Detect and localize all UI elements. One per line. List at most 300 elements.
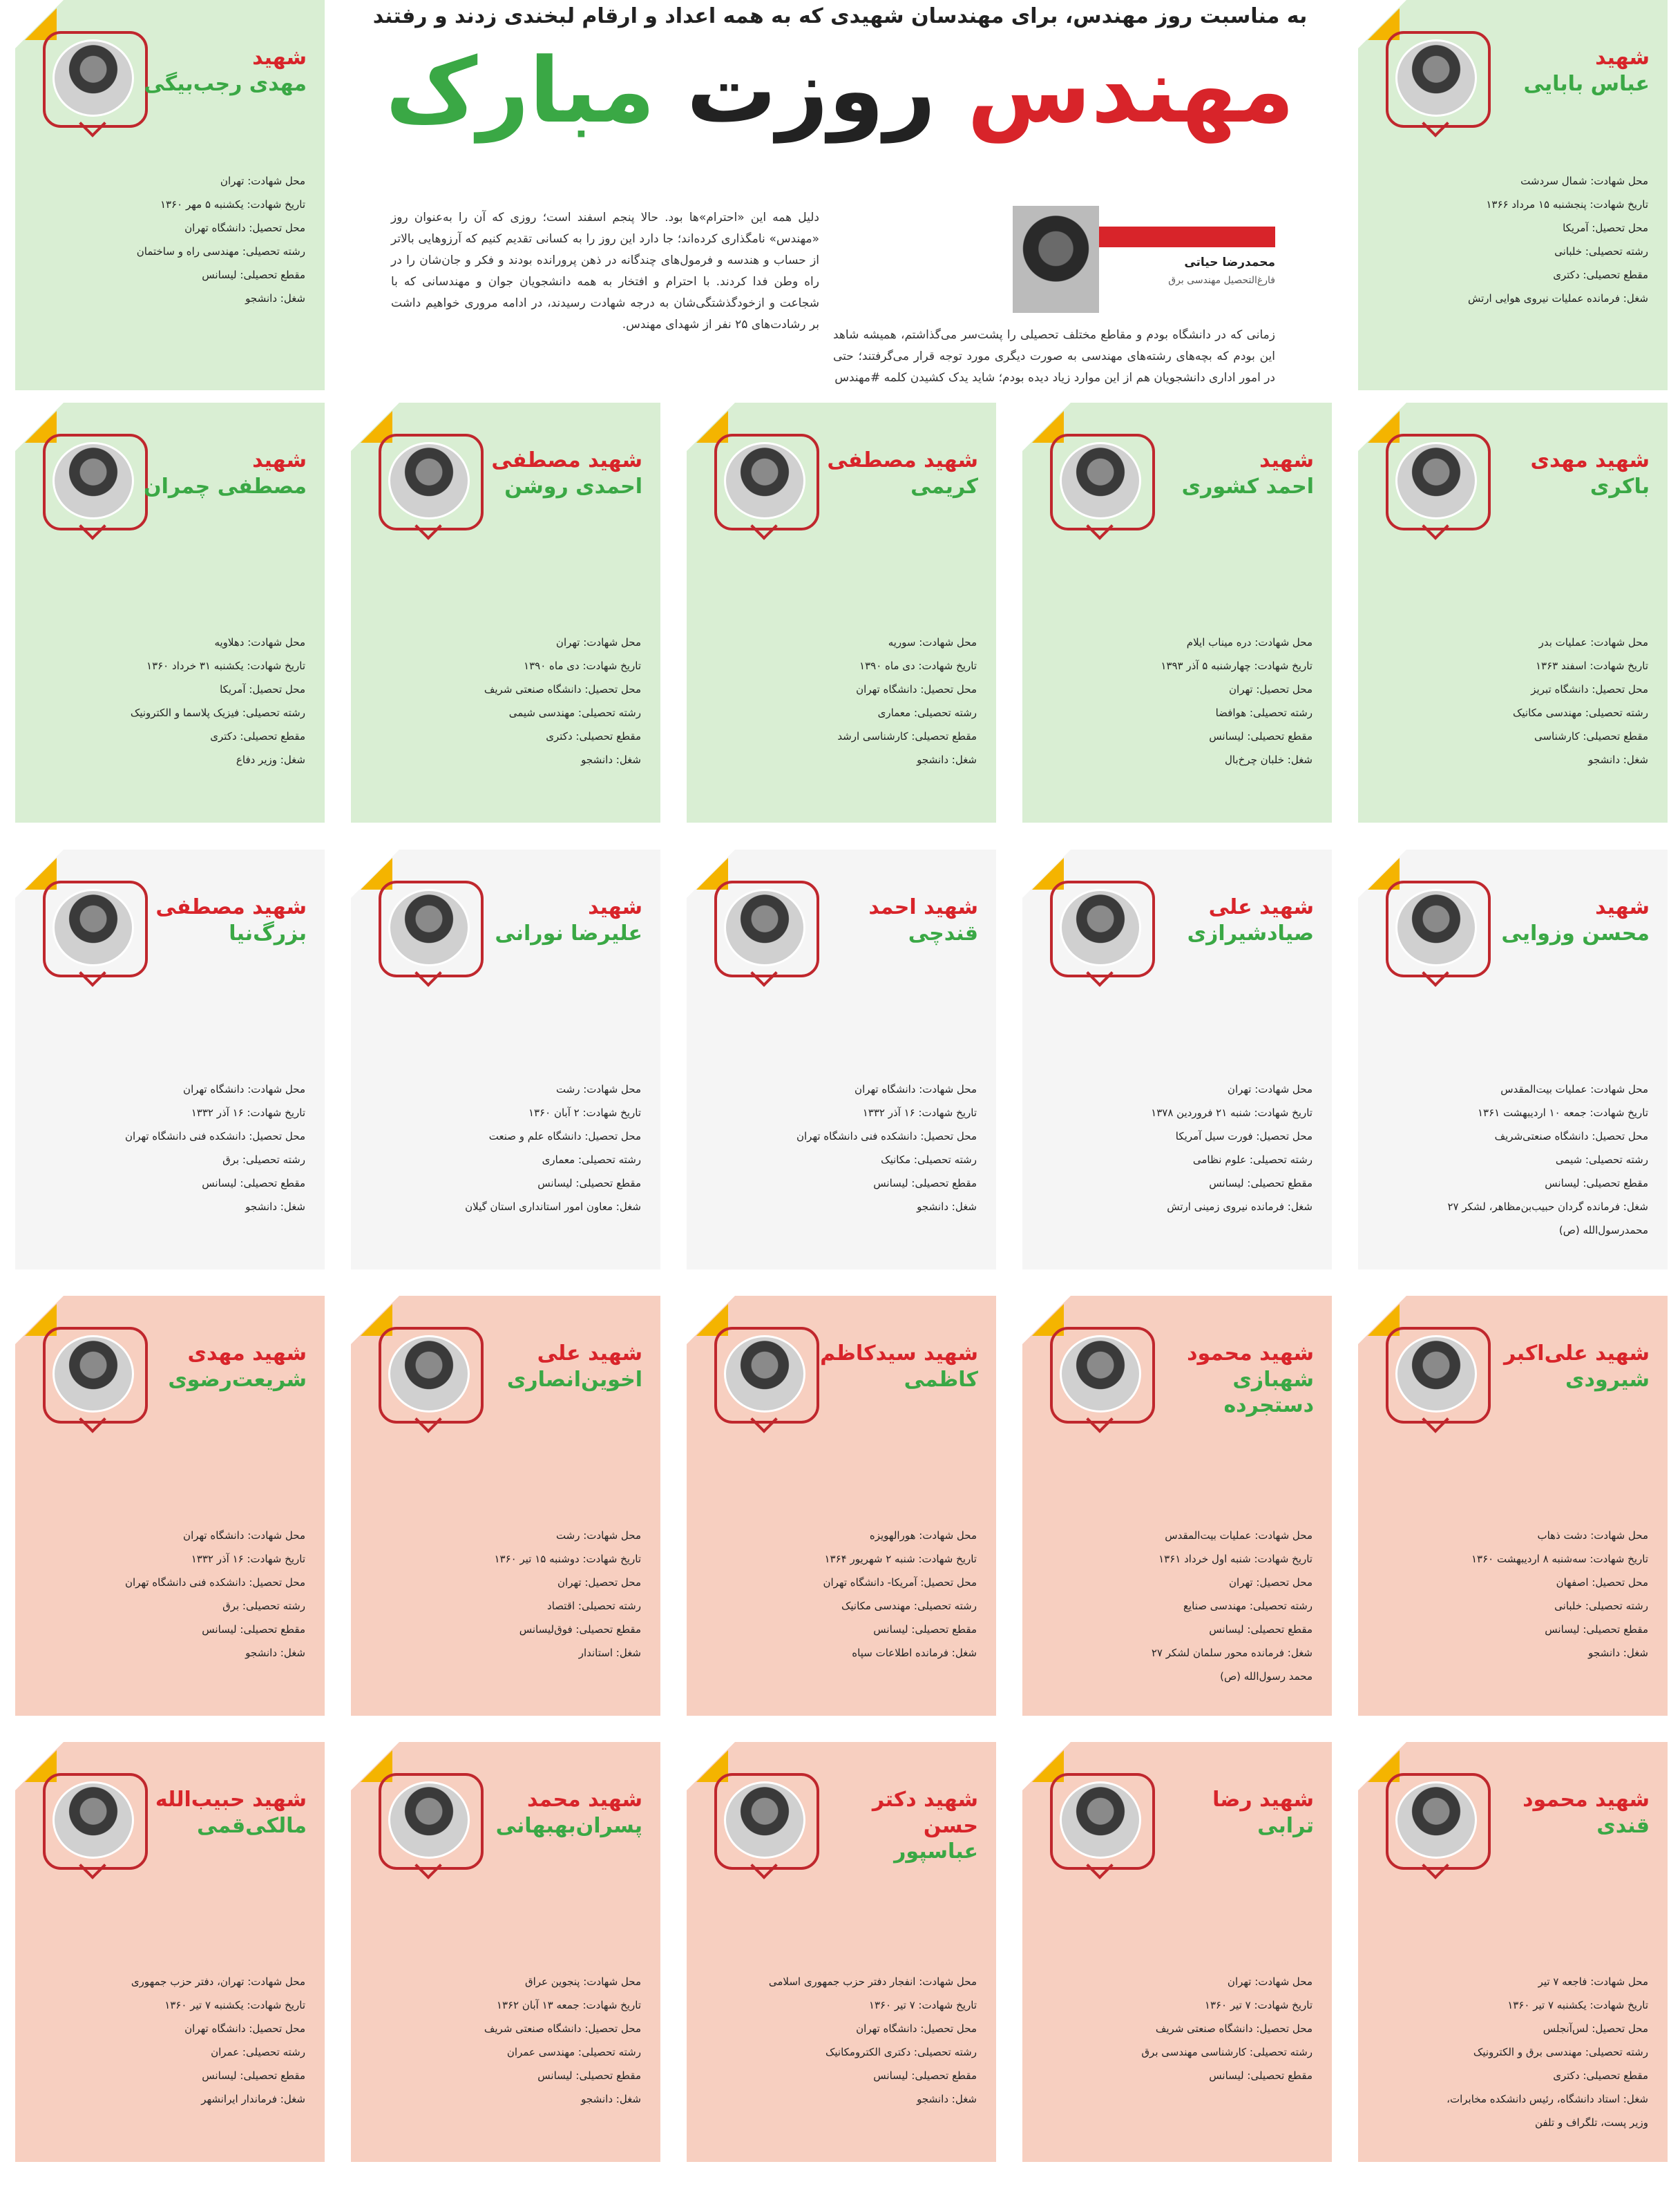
martyr-card	[15, 850, 325, 1270]
fact-line: محل تحصیل: اصفهان	[1556, 1576, 1648, 1589]
fact-line: تاریخ شهادت: یکشنبه ۷ تیر ۱۳۶۰	[164, 1999, 305, 2011]
fact-line: شغل: فرمانده اطلاعات سپاه	[852, 1647, 977, 1659]
fact-line: رشته تحصیلی: مهندسی عمران	[506, 2046, 641, 2058]
fact-line: شغل: دانشجو	[1588, 1647, 1648, 1659]
portrait-photo	[52, 442, 134, 519]
martyr-card	[1358, 850, 1668, 1270]
martyr-card	[351, 403, 660, 823]
fact-line: شغل: استاندار	[578, 1647, 641, 1659]
fact-line: محل تحصیل: دانشکده فنی دانشگاه تهران	[124, 1130, 305, 1142]
fact-line: مقطع تحصیلی: لیسانس	[202, 1177, 305, 1189]
fact-line: شغل: دانشجو	[581, 754, 641, 766]
fact-line: محل تحصیل: فورت سیل آمریکا	[1175, 1130, 1312, 1142]
fact-line: تاریخ شهادت: ۷ تیر ۱۳۶۰	[1204, 1999, 1312, 2011]
title-word-1: مهندس	[967, 38, 1295, 143]
portrait-frame	[43, 434, 146, 537]
martyr-facts	[484, 631, 641, 772]
fact-line: رشته تحصیلی: فیزیک پلاسما و الکترونیک	[130, 707, 305, 719]
martyr-card	[351, 1296, 660, 1716]
fact-line: تاریخ شهادت: دی ماه ۱۳۹۰	[859, 660, 977, 672]
fact-line: محل شهادت: دره میناب ایلام	[1186, 636, 1312, 649]
fact-line: محل شهادت: دانشگاه تهران	[855, 1083, 977, 1095]
fact-line: تاریخ شهادت: یکشنبه ۵ مهر ۱۳۶۰	[160, 198, 305, 211]
portrait-photo	[724, 1781, 805, 1859]
fact-line: مقطع تحصیلی: کارشناسی	[1534, 730, 1648, 743]
fact-line: تاریخ شهادت: شنبه ۲۱ فروردین ۱۳۷۸	[1151, 1107, 1312, 1119]
martyr-name	[1484, 45, 1650, 97]
martyr-last-name: صیادشیرازی	[1187, 921, 1314, 946]
fact-line: تاریخ شهادت: چهارشنبه ۵ آذر ۱۳۹۳	[1161, 660, 1312, 672]
martyr-name	[477, 894, 642, 946]
fact-line: تاریخ شهادت: ۲ آبان ۱۳۶۰	[528, 1107, 641, 1119]
fact-line: شغل: دانشجو	[245, 1647, 305, 1659]
martyr-name	[1484, 1341, 1650, 1392]
portrait-photo	[1395, 889, 1477, 966]
fact-line: تاریخ شهادت: شنبه اول خرداد ۱۳۶۱	[1158, 1553, 1312, 1565]
fact-line: محل شهادت: شمال سردشت	[1520, 175, 1648, 187]
fact-line: مقطع تحصیلی: لیسانس	[873, 1623, 977, 1636]
martyr-card	[1358, 1296, 1668, 1716]
portrait-photo	[724, 1335, 805, 1413]
fact-line: رشته تحصیلی: خلبانی	[1554, 1600, 1648, 1612]
portrait-photo	[724, 442, 805, 519]
martyr-title: شهید سیدکاظم	[820, 1341, 978, 1366]
martyr-last-name: علیرضا نورانی	[495, 921, 642, 946]
fact-line: مقطع تحصیلی: دکتری	[1553, 269, 1648, 281]
martyr-last-name: مالکی‌قمی	[196, 1813, 307, 1838]
portrait-photo	[388, 1335, 470, 1413]
martyr-first-name: عباس بابایی	[1523, 71, 1650, 96]
portrait-photo	[1395, 1781, 1477, 1859]
martyr-last-name: باکری	[1590, 474, 1650, 499]
fact-line: رشته تحصیلی: مهندسی مکانیک	[841, 1600, 977, 1612]
fact-line: شغل: فرماندار ایرانشهر	[201, 2093, 305, 2105]
fact-line: تاریخ شهادت: دی ماه ۱۳۹۰	[524, 660, 641, 672]
fact-line: تاریخ شهادت: سه‌شنبه ۸ اردیبهشت ۱۳۶۰	[1471, 1553, 1648, 1565]
fact-line: محل شهادت: رشت	[555, 1529, 641, 1542]
martyr-title: شهید محمود	[1522, 1788, 1650, 1812]
martyr-name	[477, 448, 642, 499]
fact-line: محل تحصیل: دانشگاه تهران	[856, 683, 977, 696]
martyr-title: شهید مصطفی	[491, 448, 642, 472]
fact-line: شغل: فرمانده محور سلمان لشکر ۲۷	[1151, 1647, 1312, 1659]
fact-line: تاریخ شهادت: ۷ تیر ۱۳۶۰	[868, 1999, 977, 2011]
fact-line: رشته تحصیلی: کارشناسی مهندسی برق	[1141, 2046, 1312, 2058]
fact-line: محل تحصیل: آمریکا	[220, 683, 305, 696]
martyr-facts	[1468, 169, 1648, 310]
martyr-facts	[494, 1524, 641, 1665]
martyr-card	[351, 1742, 660, 2162]
fact-line: شغل: فرمانده گردان حبیب‌بن‌مظاهر، لشکر ۲۷	[1447, 1200, 1648, 1213]
fact-line: محل شهادت: انفجار دفتر حزب جمهوری اسلامی	[768, 1975, 977, 1988]
fact-line: رشته تحصیلی: معماری	[877, 707, 977, 719]
martyr-name	[141, 894, 307, 946]
martyr-card	[687, 1742, 996, 2162]
fact-line: محل شهادت: تهران	[220, 175, 305, 187]
portrait-frame	[714, 1773, 818, 1877]
fact-line: محل تحصیل: دانشگاه علم و صنعت	[488, 1130, 641, 1142]
portrait-photo	[388, 889, 470, 966]
fact-line: محمد رسول‌الله (ص)	[1220, 1670, 1312, 1683]
fact-line: رشته تحصیلی: معماری	[542, 1153, 641, 1166]
martyr-title: شهید مهدی	[187, 1341, 307, 1366]
fact-line: وزیر پست، تلگراف و تلفن	[1535, 2116, 1648, 2129]
martyr-facts	[1447, 1970, 1648, 2134]
fact-line: رشته تحصیلی: برق	[222, 1600, 305, 1612]
portrait-frame	[1386, 434, 1489, 537]
martyr-last-name: پسران‌بهبهانی	[495, 1813, 642, 1838]
portrait-frame	[1386, 881, 1489, 984]
fact-line: محل تحصیل: دانشکده فنی دانشگاه تهران	[796, 1130, 977, 1142]
portrait-photo	[52, 1335, 134, 1413]
martyr-facts	[837, 631, 977, 772]
fact-line: تاریخ شهادت: اسفند ۱۳۶۳	[1535, 660, 1648, 672]
martyr-facts	[1161, 631, 1312, 772]
fact-line: شغل: وزیر دفاع	[236, 754, 305, 766]
portrait-frame	[714, 1327, 818, 1430]
martyr-title: شهید	[588, 895, 642, 919]
fact-line: رشته تحصیلی: مهندسی شیمی	[508, 707, 641, 719]
fact-line: تاریخ شهادت: ۱۶ آذر ۱۳۳۲	[191, 1553, 305, 1565]
fact-line: محل شهادت: دشت ذهاب	[1537, 1529, 1648, 1542]
martyr-card	[1022, 1296, 1332, 1716]
author-role: فارغ‌التحصیل مهندسی برق	[1168, 275, 1275, 286]
fact-line: مقطع تحصیلی: لیسانس	[1545, 1177, 1648, 1189]
fact-line: محل تحصیل: دانشکده فنی دانشگاه تهران	[124, 1576, 305, 1589]
martyr-name	[1484, 894, 1650, 946]
fact-line: مقطع تحصیلی: لیسانس	[1545, 1623, 1648, 1636]
fact-line: مقطع تحصیلی: لیسانس	[1209, 2069, 1312, 2082]
martyr-facts	[131, 1970, 305, 2111]
portrait-frame	[43, 1773, 146, 1877]
fact-line: محل تحصیل: لس‌آنجلس	[1543, 2022, 1648, 2035]
portrait-frame	[1050, 1773, 1154, 1877]
fact-line: شغل: فرمانده نیروی زمینی ارتش	[1167, 1200, 1312, 1213]
fact-line: مقطع تحصیلی: لیسانس	[1209, 1623, 1312, 1636]
martyr-name	[1148, 448, 1314, 499]
fact-line: تاریخ شهادت: یکشنبه ۷ تیر ۱۳۶۰	[1507, 1999, 1648, 2011]
martyr-title: شهید مهدی	[1530, 448, 1650, 472]
title-word-2: روزت	[686, 38, 936, 143]
portrait-frame	[714, 434, 818, 537]
fact-line: شغل: دانشجو	[917, 1200, 977, 1213]
fact-line: رشته تحصیلی: اقتصاد	[547, 1600, 641, 1612]
martyr-last-name: مصطفی چمران	[143, 474, 307, 499]
martyr-card	[1022, 403, 1332, 823]
martyr-facts	[823, 1524, 977, 1665]
fact-line: محل تحصیل: دانشگاه تبریز	[1531, 683, 1648, 696]
martyr-name	[812, 1341, 978, 1392]
martyr-last-name: قندی	[1596, 1813, 1650, 1838]
fact-line: رشته تحصیلی: برق	[222, 1153, 305, 1166]
portrait-photo	[52, 39, 134, 117]
martyr-facts	[131, 631, 305, 772]
fact-line: رشته تحصیلی: شیمی	[1555, 1153, 1648, 1166]
martyr-facts	[125, 1078, 305, 1218]
martyr-title: شهید علی‌اکبر	[1503, 1341, 1650, 1366]
martyr-title: شهید محمد	[527, 1788, 642, 1812]
martyr-facts	[484, 1970, 641, 2111]
fact-line: شغل: معاون امور استانداری استان گیلان	[465, 1200, 641, 1213]
fact-line: شغل: فرمانده عملیات نیروی هوایی ارتش	[1468, 292, 1648, 305]
fact-line: محل شهادت: فاجعه ۷ تیر	[1538, 1975, 1648, 1988]
fact-line: محل شهادت: پنجوین عراق	[524, 1975, 641, 1988]
author-name: محمدرضا حیاتی	[1184, 256, 1275, 269]
martyr-last-name: احمد کشوری	[1181, 474, 1314, 499]
fact-line: رشته تحصیلی: خلبانی	[1554, 245, 1648, 258]
martyr-last-name: کاظمی	[904, 1367, 978, 1392]
fact-line: محل تحصیل: دانشگاه تهران	[856, 2022, 977, 2035]
martyr-last-name: ترابی	[1257, 1813, 1314, 1838]
fact-line: محل تحصیل: تهران	[1229, 1576, 1312, 1589]
fact-line: محل شهادت: عملیات بیت‌المقدس	[1165, 1529, 1312, 1542]
fact-line: رشته تحصیلی: علوم نظامی	[1192, 1153, 1312, 1166]
fact-line: محل تحصیل: تهران	[1229, 683, 1312, 696]
martyr-card	[687, 850, 996, 1270]
fact-line: مقطع تحصیلی: لیسانس	[202, 1623, 305, 1636]
martyr-facts	[125, 1524, 305, 1665]
portrait-frame	[1050, 1327, 1154, 1430]
fact-line: شغل: دانشجو	[245, 292, 305, 305]
martyr-facts	[769, 1970, 977, 2111]
portrait-photo	[1060, 889, 1141, 966]
fact-line: شغل: دانشجو	[1588, 754, 1648, 766]
martyr-card	[15, 1296, 325, 1716]
martyr-title: شهید	[1595, 46, 1650, 70]
martyr-last-name: احمدی روشن	[504, 474, 642, 499]
fact-line: محل شهادت: تهران	[1227, 1083, 1312, 1095]
martyr-title: شهید محمود	[1187, 1341, 1314, 1366]
header	[336, 0, 1344, 387]
fact-line: مقطع تحصیلی: دکتری	[546, 730, 641, 743]
portrait-frame	[1386, 1773, 1489, 1877]
fact-line: شغل: دانشجو	[917, 2093, 977, 2105]
martyr-facts	[137, 169, 305, 310]
martyr-first-name: مهدی رجب‌بیگی	[144, 71, 307, 96]
fact-line: تاریخ شهادت: جمعه ۱۳ آبان ۱۳۶۲	[496, 1999, 641, 2011]
martyr-name	[812, 448, 978, 499]
martyr-name	[812, 894, 978, 946]
martyr-card	[1022, 1742, 1332, 2162]
author-box	[1013, 206, 1275, 323]
martyr-name	[141, 1787, 307, 1839]
portrait-frame	[1386, 1327, 1489, 1430]
martyr-name	[1484, 448, 1650, 499]
portrait-photo	[1060, 442, 1141, 519]
martyr-title: شهید مصطفی	[827, 448, 978, 472]
portrait-frame	[43, 1327, 146, 1430]
martyr-last-name: عباسپور	[894, 1839, 978, 1864]
portrait-photo	[1060, 1781, 1141, 1859]
martyr-name	[477, 1341, 642, 1392]
martyr-card	[1022, 850, 1332, 1270]
martyr-title: شهید	[252, 46, 307, 70]
fact-line: محل شهادت: عملیات بدر	[1538, 636, 1648, 649]
martyr-facts	[1471, 1524, 1648, 1665]
martyr-facts	[465, 1078, 641, 1218]
martyr-facts	[1513, 631, 1648, 772]
martyr-title: شهید	[252, 448, 307, 472]
martyr-last-name: بزرگ‌نیا	[229, 921, 307, 946]
portrait-photo	[1395, 39, 1477, 117]
martyr-card	[1358, 1742, 1668, 2162]
fact-line: تاریخ شهادت: جمعه ۱۰ اردیبهشت ۱۳۶۱	[1478, 1107, 1648, 1119]
fact-line: محل شهادت: رشت	[555, 1083, 641, 1095]
portrait-frame	[379, 434, 482, 537]
portrait-photo	[1395, 1335, 1477, 1413]
fact-line: شغل: خلبان چرخ‌بال	[1225, 754, 1312, 766]
portrait-photo	[52, 889, 134, 966]
portrait-photo	[1060, 1335, 1141, 1413]
fact-line: محل تحصیل: دانشگاه صنعتی شریف	[484, 683, 641, 696]
fact-line: محل شهادت: تهران	[555, 636, 641, 649]
author-bar	[1099, 227, 1275, 247]
fact-line: شغل: دانشجو	[245, 1200, 305, 1213]
martyr-name	[1484, 1787, 1650, 1839]
martyr-title: شهید علی	[1208, 895, 1314, 919]
portrait-photo	[388, 1781, 470, 1859]
martyr-card	[687, 1296, 996, 1716]
martyr-facts	[796, 1078, 977, 1218]
martyr-facts	[1447, 1078, 1648, 1242]
intro-column-1: زمانی که در دانشگاه بودم و مقاطع مختلف تحصیلی را پشت‌سر می‌گذاشتم، همیشه شاهد این بودم که بچه‌های رشته‌های مهندسی به صورت دیگری مورد توجه قرار می‌گرفتند؛ حتی در امور اداری دانشجویان هم از این موارد زیاد دیده بودم؛ شاید یدک کشیدن کلمه #مهندس	[833, 328, 1275, 385]
fact-line: محل شهادت: عملیات بیت‌المقدس	[1500, 1083, 1648, 1095]
portrait-photo	[52, 1781, 134, 1859]
fact-line: مقطع تحصیلی: لیسانس	[202, 2069, 305, 2082]
fact-line: رشته تحصیلی: هوافضا	[1215, 707, 1312, 719]
fact-line: رشته تحصیلی: مهندسی مکانیک	[1512, 707, 1648, 719]
fact-line: مقطع تحصیلی: لیسانس	[1209, 730, 1312, 743]
fact-line: محل تحصیل: دانشگاه تهران	[184, 2022, 305, 2035]
portrait-frame	[379, 881, 482, 984]
martyr-card	[15, 0, 325, 390]
portrait-frame	[43, 31, 146, 135]
fact-line: مقطع تحصیلی: لیسانس	[873, 1177, 977, 1189]
fact-line: رشته تحصیلی: مهندسی صنایع	[1183, 1600, 1312, 1612]
martyr-last-name: شیرودی	[1565, 1367, 1650, 1392]
fact-line: محل شهادت: هورالهویزه	[869, 1529, 977, 1542]
fact-line: مقطع تحصیلی: لیسانس	[873, 2069, 977, 2082]
fact-line: محل تحصیل: دانشگاه صنعتی شریف	[1155, 2022, 1312, 2035]
main-title	[336, 38, 1344, 143]
fact-line: محل تحصیل: دانشگاه صنعتی شریف	[484, 2022, 641, 2035]
fact-line: مقطع تحصیلی: لیسانس	[537, 2069, 641, 2082]
fact-line: تاریخ شهادت: ۱۶ آذر ۱۳۳۲	[191, 1107, 305, 1119]
portrait-photo	[1395, 442, 1477, 519]
fact-line: محل شهادت: دانشگاه تهران	[183, 1083, 305, 1095]
martyr-title: شهید	[1259, 448, 1314, 472]
martyr-facts	[1152, 1524, 1312, 1688]
fact-line: شغل: استاد دانشگاه، رئیس دانشکده مخابرات،	[1447, 2093, 1648, 2105]
portrait-frame	[379, 1327, 482, 1430]
martyr-card	[351, 850, 660, 1270]
martyr-name	[141, 448, 307, 499]
fact-line: محل شهادت: تهران، دفتر حزب جمهوری	[131, 1975, 305, 1988]
martyr-name	[812, 1787, 978, 1865]
fact-line: محل شهادت: تهران	[1227, 1975, 1312, 1988]
martyr-title: شهید علی	[537, 1341, 642, 1366]
fact-line: رشته تحصیلی: مهندسی راه و ساختمان	[136, 245, 305, 258]
martyr-last-name: محسن وزوایی	[1501, 921, 1650, 946]
martyr-facts	[1151, 1078, 1312, 1218]
portrait-frame	[1386, 31, 1489, 135]
martyr-name	[1148, 1341, 1314, 1419]
martyr-last-name: شریعت‌رضوی	[168, 1367, 307, 1392]
martyr-last-name: شهبازی دستجرده	[1223, 1367, 1314, 1417]
fact-line: محل تحصیل: تهران	[557, 1576, 641, 1589]
martyr-last-name: قندچی	[908, 921, 978, 946]
fact-line: شغل: دانشجو	[917, 754, 977, 766]
martyr-title: شهید احمد	[868, 895, 978, 919]
fact-line: رشته تحصیلی: دکتری الکترومکانیک	[825, 2046, 977, 2058]
martyr-last-name: اخوین‌انصاری	[506, 1367, 642, 1392]
fact-line: مقطع تحصیلی: دکتری	[1553, 2069, 1648, 2082]
fact-line: محل تحصیل: آمریکا- دانشگاه تهران	[823, 1576, 977, 1589]
fact-line: مقطع تحصیلی: لیسانس	[1209, 1177, 1312, 1189]
fact-line: مقطع تحصیلی: دکتری	[210, 730, 305, 743]
martyr-name	[477, 1787, 642, 1839]
portrait-frame	[1050, 881, 1154, 984]
fact-line: محل شهادت: دانشگاه تهران	[183, 1529, 305, 1542]
fact-line: محل شهادت: دهلاویه	[214, 636, 305, 649]
fact-line: تاریخ شهادت: یکشنبه ۳۱ خرداد ۱۳۶۰	[146, 660, 305, 672]
martyr-card	[1358, 403, 1668, 823]
fact-line: محل شهادت: سوریه	[888, 636, 977, 649]
fact-line: شغل: دانشجو	[581, 2093, 641, 2105]
martyr-facts	[1141, 1970, 1312, 2087]
martyr-title: شهید دکتر حسن	[872, 1788, 978, 1838]
martyr-title: شهید حبیب‌الله	[155, 1788, 307, 1812]
martyr-card	[15, 403, 325, 823]
portrait-frame	[1050, 434, 1154, 537]
fact-line: تاریخ شهادت: شنبه ۲ شهریور ۱۳۶۴	[824, 1553, 977, 1565]
martyr-card	[687, 403, 996, 823]
martyr-last-name: کریمی	[910, 474, 978, 499]
fact-line: محل تحصیل: دانشگاه صنعتی‌شریف	[1494, 1130, 1648, 1142]
subtitle: به مناسبت روز مهندس، برای مهندسان شهیدی که به همه اعداد و ارقام لبخندی زدند و رفتند	[372, 4, 1308, 28]
intro-column-2: دلیل همه این «احترام»ها بود. حالا پنجم اسفند است؛ روزی که آن را به‌عنوان روز «مهندس» نامگذاری کرده‌اند؛ جا دارد این روز را به کسانی تقدیم کنیم که آرزوهایی بالاتر از حساب و هندسه و فرمول‌های چندگانه در ذهن پرورانده بودند و فکر و جان‌شان را در راه وطن فدا کردند. با احترام و افتخار به همه دانشجویان جوان و مهندسانی که با شجاعت و ازخودگذشتگی‌شان به درجه شهادت رسیدند، در ادامه مروری خواهیم داشت بر رشادت‌های ۲۵ نفر از شهدای مهندس.	[391, 211, 819, 332]
fact-line: رشته تحصیلی: مهندسی برق و الکترونیک	[1473, 2046, 1648, 2058]
martyr-name	[1148, 894, 1314, 946]
fact-line: تاریخ شهادت: پنجشنبه ۱۵ مرداد ۱۳۶۶	[1486, 198, 1648, 211]
martyr-card	[15, 1742, 325, 2162]
fact-line: رشته تحصیلی: مکانیک	[881, 1153, 977, 1166]
fact-line: محل تحصیل: آمریکا	[1563, 222, 1648, 234]
fact-line: مقطع تحصیلی: فوق‌لیسانس	[519, 1623, 641, 1636]
fact-line: مقطع تحصیلی: لیسانس	[202, 269, 305, 281]
fact-line: مقطع تحصیلی: لیسانس	[537, 1177, 641, 1189]
portrait-frame	[379, 1773, 482, 1877]
martyr-title: شهید رضا	[1212, 1788, 1314, 1812]
portrait-photo	[388, 442, 470, 519]
fact-line: مقطع تحصیلی: کارشناسی ارشد	[837, 730, 977, 743]
fact-line: تاریخ شهادت: ۱۶ آذر ۱۳۳۲	[862, 1107, 977, 1119]
fact-line: محمدرسول‌الله (ص)	[1558, 1224, 1648, 1236]
fact-line: رشته تحصیلی: عمران	[211, 2046, 305, 2058]
martyr-title: شهید مصطفی	[155, 895, 307, 919]
fact-line: محل تحصیل: دانشگاه تهران	[184, 222, 305, 234]
portrait-photo	[724, 889, 805, 966]
title-word-3: مبارک	[385, 38, 656, 143]
author-photo	[1013, 206, 1099, 313]
fact-line: تاریخ شهادت: دوشنبه ۱۵ تیر ۱۳۶۰	[494, 1553, 641, 1565]
martyr-name	[1148, 1787, 1314, 1839]
martyr-name	[141, 45, 307, 97]
martyr-name	[141, 1341, 307, 1392]
martyr-title: شهید	[1595, 895, 1650, 919]
portrait-frame	[714, 881, 818, 984]
portrait-frame	[43, 881, 146, 984]
